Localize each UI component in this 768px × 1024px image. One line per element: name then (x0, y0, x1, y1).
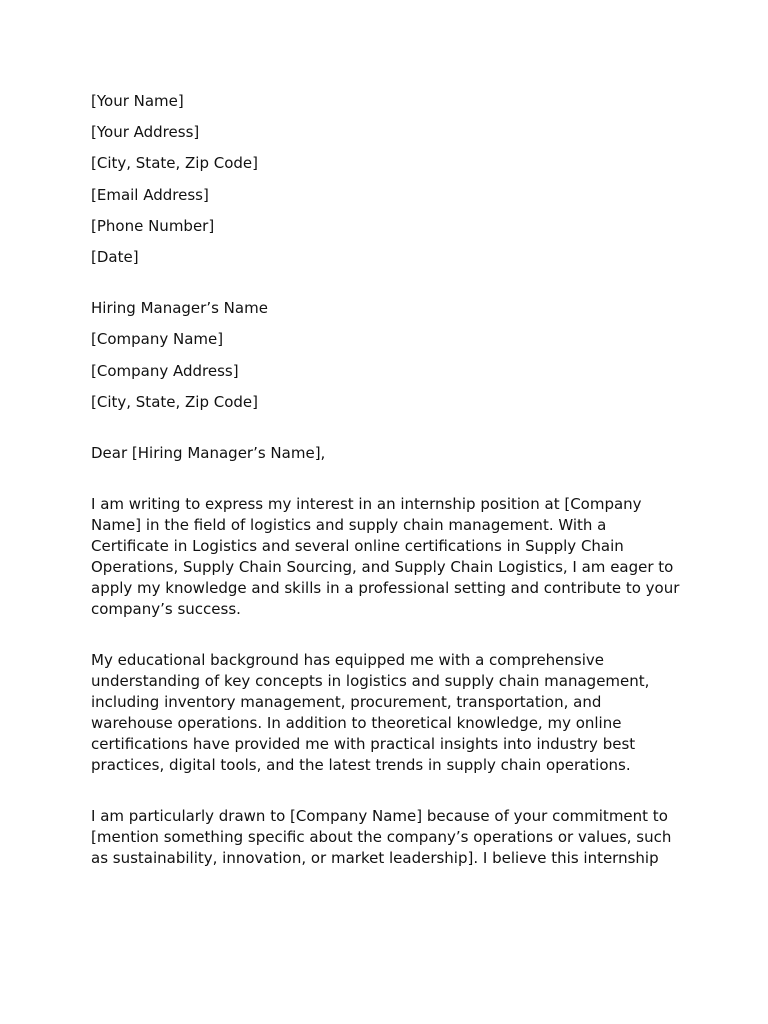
paragraph-education: My educational background has equipped me with a comprehensive understanding of key concepts in logistics and supply chain management, including inventory management, procurement, transportation, and warehouse operations. In addition to theoretical knowledge, my online certifications have provided me with practical insights into industry best practices, digital tools, and the latest trends in supply chain operations. (91, 651, 650, 775)
spacer (91, 474, 681, 494)
paragraph-intro: I am writing to express my interest in an internship position at [Company Name] in the field of logistics and supply chain management. With a Certificate in Logistics and several online certifications in Supply Chain Operations, Supply Chain Sourcing, and Supply Chain Logistics, I am eager to apply my knowledge and skills in a professional setting and contribute to your company’s success. (91, 495, 680, 619)
sender-address: [Your Address] (91, 123, 200, 142)
letter-date: [Date] (91, 247, 139, 266)
recipient-block (91, 298, 681, 413)
paragraph-company-interest: I am particularly drawn to [Company Name] because of your commitment to [mention something specific about the company’s operations or values, such as sustainability, innovation, or market leadership]. I believe this internship (91, 807, 672, 868)
sender-block (91, 91, 681, 268)
sender-city-state-zip: [City, State, Zip Code] (91, 154, 259, 173)
sender-phone: [Phone Number] (91, 216, 215, 235)
recipient-company-name: [Company Name] (91, 330, 224, 349)
spacer (91, 776, 681, 806)
salutation: Dear [Hiring Manager’s Name], (91, 443, 326, 462)
recipient-company-address: [Company Address] (91, 361, 239, 380)
sender-name: [Your Name] (91, 92, 184, 110)
spacer (91, 620, 681, 650)
spacer (91, 278, 681, 298)
recipient-city-state-zip: [City, State, Zip Code] (91, 392, 259, 411)
sender-email: [Email Address] (91, 185, 209, 204)
letter-body (91, 91, 681, 869)
spacer (91, 423, 681, 443)
recipient-manager-name: Hiring Manager’s Name (91, 299, 268, 318)
